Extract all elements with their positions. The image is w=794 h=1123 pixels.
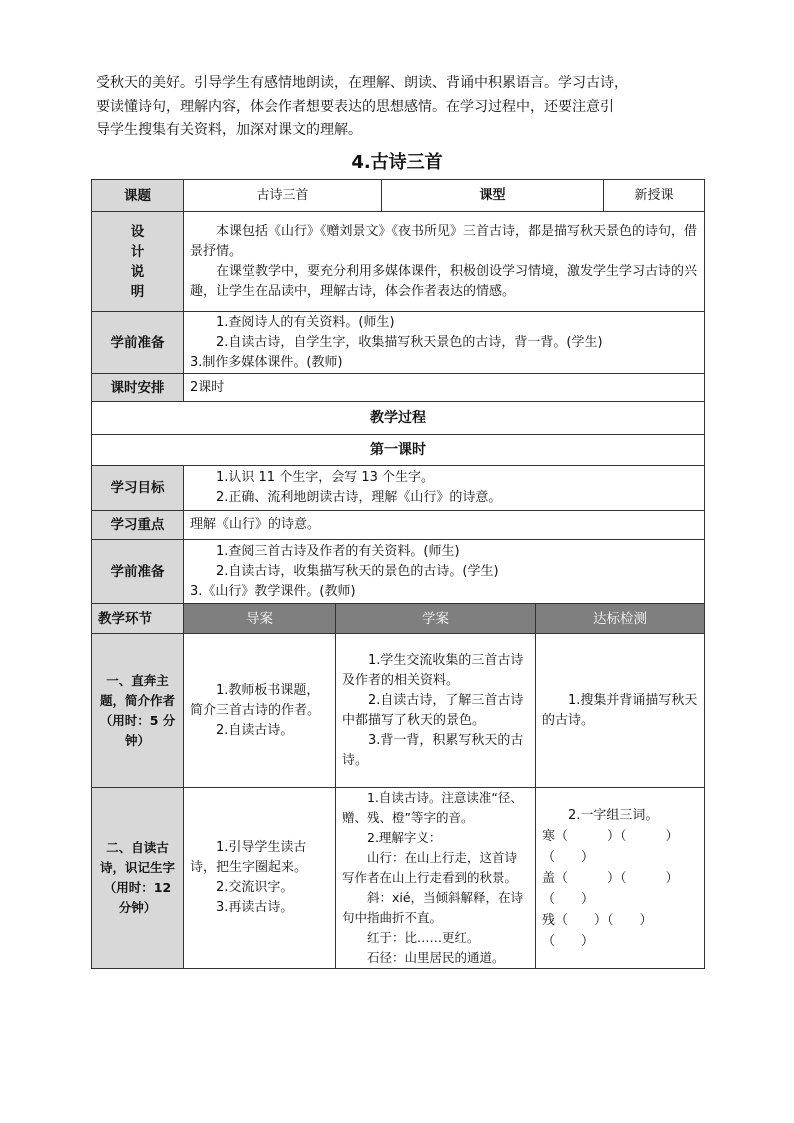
prep-label: 学前准备 bbox=[92, 312, 184, 374]
lesson-title: 4.古诗三首 bbox=[351, 152, 443, 173]
goals-row bbox=[92, 466, 705, 511]
schedule-value: 2课时 bbox=[184, 374, 705, 402]
stage-1-check: 1.搜集并背诵描写秋天的古诗。 bbox=[536, 634, 705, 788]
schedule-label: 课时安排 bbox=[92, 374, 184, 402]
prep2-label: 学前准备 bbox=[92, 540, 184, 604]
focus-row bbox=[92, 511, 705, 540]
stage-1-study: 1.学生交流收集的三首古诗及作者的相关资料。 2.自读古诗，了解三首古诗中都描写了秋天的景色。 3.背一背，积累写秋天的古诗。 bbox=[336, 634, 536, 788]
prep-row bbox=[92, 312, 705, 374]
focus-label: 学习重点 bbox=[92, 511, 184, 540]
lesson-plan-table bbox=[91, 179, 705, 969]
col-study: 学案 bbox=[336, 604, 536, 634]
topic-value: 古诗三首 bbox=[184, 180, 382, 212]
lesson-header: 第一课时 bbox=[92, 435, 705, 466]
stage-2-label: 二、自读古诗，识记生字（用时：12 分钟） bbox=[92, 788, 184, 969]
goals-label: 学习目标 bbox=[92, 466, 184, 511]
intro-line: 要读懂诗句，理解内容，体会作者想要表达的思想感情。在学习过程中，还要注意引 bbox=[96, 98, 614, 115]
type-value: 新授课 bbox=[604, 180, 705, 212]
col-guide: 导案 bbox=[184, 604, 336, 634]
stage-2-guide: 1.引导学生读古诗，把生字圈起来。 2.交流识字。 3.再读古诗。 bbox=[184, 788, 336, 969]
type-label: 课型 bbox=[382, 180, 604, 212]
process-header: 教学过程 bbox=[92, 402, 705, 435]
design-label: 设 计 说 明 bbox=[92, 212, 184, 312]
intro-line: 受秋天的美好。引导学生有感情地朗读，在理解、朗读、背诵中积累语言。学习古诗， bbox=[96, 75, 628, 91]
col-check: 达标检测 bbox=[536, 604, 705, 634]
stage-row-1 bbox=[92, 634, 705, 788]
columns-header-row bbox=[92, 604, 705, 634]
schedule-row bbox=[92, 374, 705, 402]
lesson-header-row bbox=[92, 435, 705, 466]
design-paragraph: 在课堂教学中，要充分利用多媒体课件，积极创设学习情境，激发学生学习古诗的兴趣，让学生在品读中，理解古诗，体会作者表达的情感。 bbox=[190, 263, 698, 299]
stage-row-2 bbox=[92, 788, 705, 969]
intro-paragraph bbox=[96, 72, 708, 143]
process-header-row bbox=[92, 402, 705, 435]
design-row bbox=[92, 212, 705, 312]
design-paragraph: 本课包括《山行》《赠刘景文》《夜书所见》三首古诗，都是描写秋天景色的诗句，借景抒情。 bbox=[190, 223, 698, 259]
stage-2-check: 2.一字组三词。 寒（ ）（ ） （ ） 盖（ ）（ ） （ ） 残（ ）（ ） （ ） bbox=[536, 788, 705, 969]
focus-value: 理解《山行》的诗意。 bbox=[184, 511, 705, 540]
prep-items: 1.查阅诗人的有关资料。(师生) 2.自读古诗，自学生字，收集描写秋天景色的古诗，背一背。(学生) 3.制作多媒体课件。(教师) bbox=[184, 312, 705, 374]
topic-row bbox=[92, 180, 705, 212]
prep2-row bbox=[92, 540, 705, 604]
goals-items: 1.认识 11 个生字，会写 13 个生字。 2.正确、流利地朗读古诗，理解《山行》的诗意。 bbox=[184, 466, 705, 511]
stage-2-study: 1.自读古诗。注意读准“径、赠、残、橙”等字的音。 2.理解字义： 山行：在山上行走，这首诗写作者在山上行走看到的秋景。 斜：xié，当倾斜解释，在诗句中指曲折不直。 红于：比……更红。 石径：山里居民的通道。 bbox=[336, 788, 536, 969]
design-text bbox=[184, 212, 705, 312]
topic-label: 课题 bbox=[92, 180, 184, 212]
intro-line: 导学生搜集有关资料，加深对课文的理解。 bbox=[96, 122, 362, 138]
prep2-items: 1.查阅三首古诗及作者的有关资料。(师生) 2.自读古诗，收集描写秋天的景色的古诗。(学生) 3.《山行》教学课件。(教师) bbox=[184, 540, 705, 604]
stage-1-label: 一、直奔主题，简介作者（用时：5 分钟） bbox=[92, 634, 184, 788]
col-stage: 教学环节 bbox=[92, 604, 184, 634]
stage-1-guide: 1.教师板书课题，简介三首古诗的作者。 2.自读古诗。 bbox=[184, 634, 336, 788]
